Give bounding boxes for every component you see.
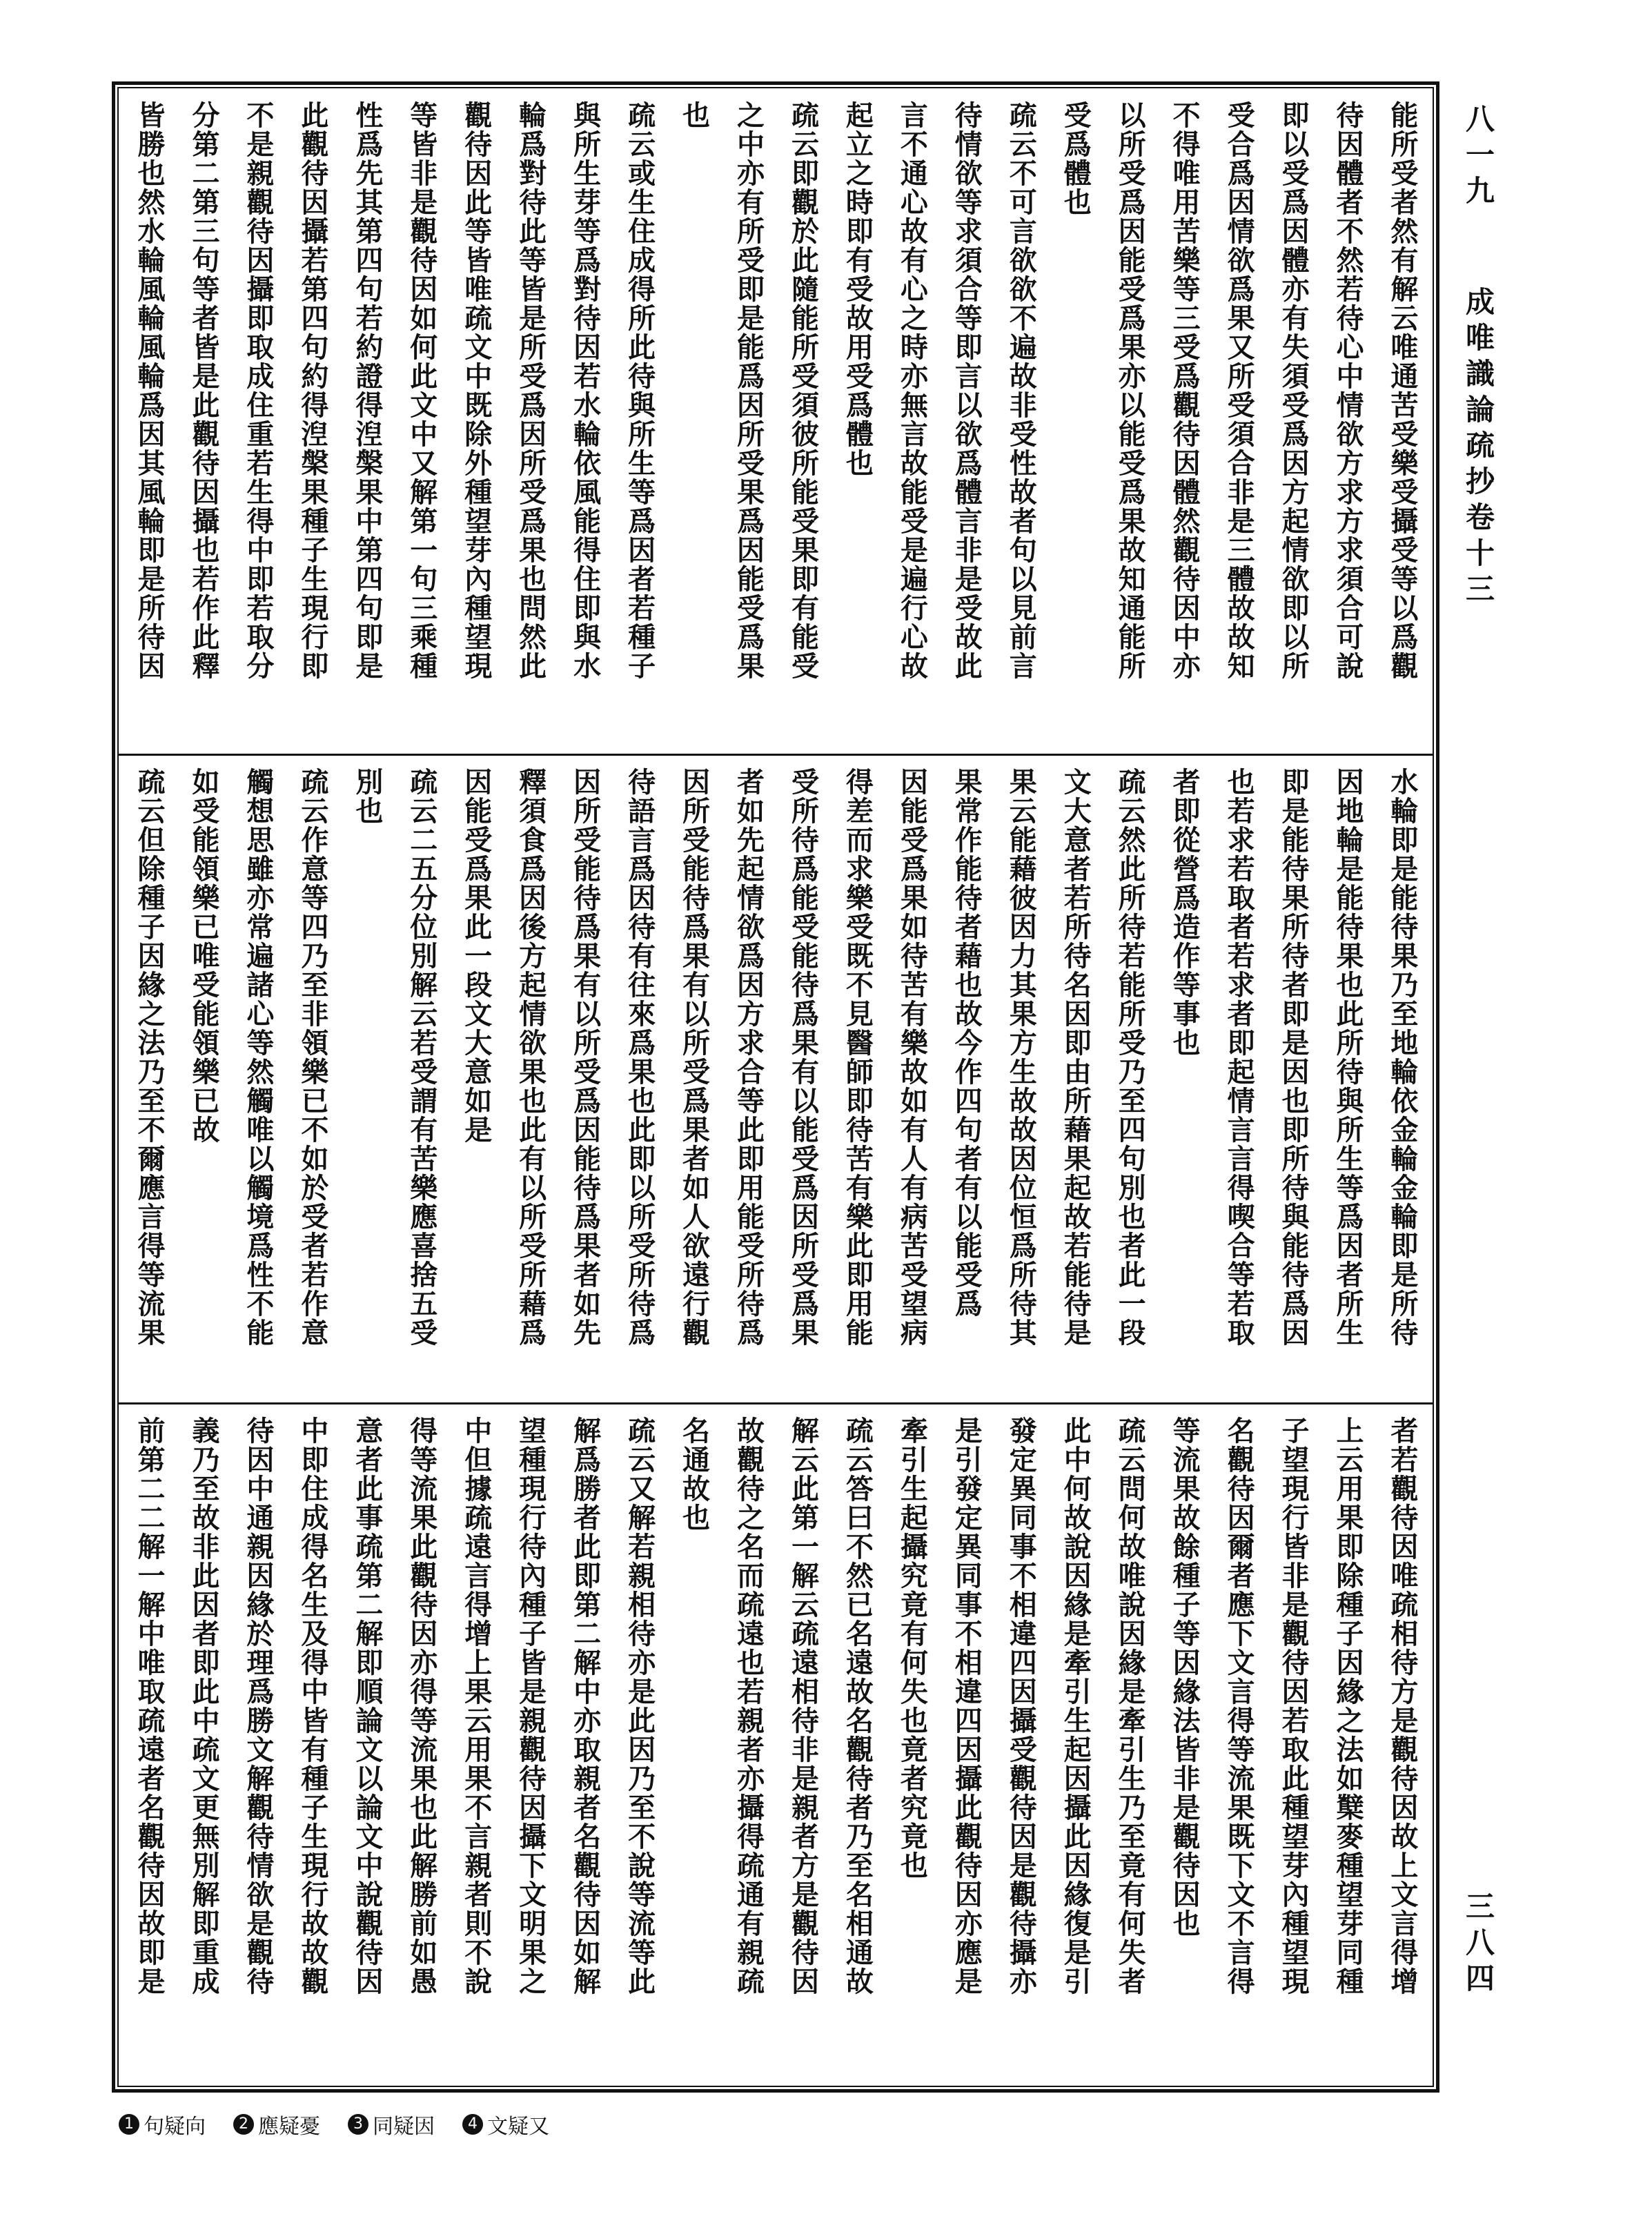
text-column: 即是能待果所待者即是因也即所待與能待爲因 (1277, 767, 1310, 1347)
text-column: 疏云作意等四乃至非領樂已不如於受者若作意 (296, 767, 329, 1347)
right-page-number: 三八四 (1462, 1891, 1495, 1999)
text-column: 因所受能待爲果有以所受爲果者如人欲遠行觀 (678, 767, 711, 1347)
text-column: 意者此事疏第二解即順論文以論文中說觀待因 (351, 1416, 384, 1996)
text-column: 分第二第三句等者皆是此觀待因攝也若作此釋 (187, 101, 220, 681)
text-panel-top (133, 101, 1419, 738)
text-column: 不是親觀待因攝即取成住重若生得中即若取分 (242, 101, 275, 681)
text-column: 與所生芽等爲對待因若水輪依風能得住即與水 (569, 101, 602, 681)
text-column: 待語言爲因待有往來爲果也此即以所受所待爲 (623, 767, 656, 1347)
text-column: 疏云即觀於此隨能所受須彼所能受果即有能受 (787, 101, 820, 681)
text-column: 因所受能待爲果有以所受爲因能待爲果者如先 (569, 767, 602, 1347)
text-column: 皆勝也然水輪風輪風輪爲因其風輪即是所待因 (133, 101, 166, 681)
text-column: 即以受爲因體亦有失須受爲因方起情欲即以所 (1277, 101, 1310, 681)
text-column: 等皆非是觀待因如何此文中又解第一句三乘種 (405, 101, 438, 681)
text-column: 文大意者若所待名因即由所藉果起故若能待是 (1059, 767, 1092, 1347)
text-column: 疏云不可言欲欲不遍故非受性故者句以見前言 (1005, 101, 1038, 681)
text-column: 此中何故說因緣是牽引生起因攝此因緣復是引 (1059, 1416, 1092, 1996)
text-panel-middle (133, 767, 1419, 1389)
text-column: 因能受爲果如待苦有樂故如有人有病苦受望病 (896, 767, 929, 1347)
text-column: 得差而求樂受既不見醫師即待苦有樂此即用能 (841, 767, 874, 1347)
text-column: 如受能領樂已唯受能領樂已故 (187, 767, 220, 1144)
text-column: 子望現行皆非是觀待因若取此種望芽內種望現 (1277, 1416, 1310, 1996)
text-column: 解云此第一解云疏遠相待非是親者方是觀待因 (787, 1416, 820, 1996)
footnote-number: 1 (119, 2114, 139, 2135)
text-column: 疏云但除種子因緣之法乃至不爾應言得等流果 (133, 767, 166, 1347)
text-column: 果云能藉彼因力其果方生故故因位恒爲所待其 (1005, 767, 1038, 1347)
text-column: 能所受者然有解云唯通苦受樂受攝受等以爲觀 (1386, 101, 1419, 681)
footnotes (119, 2109, 549, 2140)
text-column: 也若求若取者若求者即起情言言得喫合等若取 (1223, 767, 1256, 1347)
text-column: 疏云答曰不然已名遠故名觀待者乃至名相通故 (841, 1416, 874, 1996)
footnote (233, 2109, 320, 2140)
footnote-text: 應疑憂 (258, 2115, 320, 2139)
text-column: 者即從營爲造作等事也 (1168, 767, 1201, 1057)
left-page-number: 八一九 (1462, 104, 1495, 211)
text-column: 也 (678, 101, 711, 130)
text-column: 者如先起情欲爲因方求合等此即用能受所待爲 (732, 767, 765, 1347)
text-column: 中但據疏遠言得增上果云用果不言親者則不說 (460, 1416, 493, 1996)
text-column: 言不通心故有心之時亦無言故能受是遍行心故 (896, 101, 929, 681)
text-column: 輪爲對待此等皆是所受爲因所受爲果也問然此 (514, 101, 547, 681)
text-column: 以所受爲因能受爲果亦以能受爲果故知通能所 (1114, 101, 1147, 681)
text-column: 是引發定異同事不相違四因攝此觀待因亦應是 (950, 1416, 983, 1996)
text-column: 因能受爲果此一段文大意如是 (460, 767, 493, 1144)
text-column: 者若觀待因唯疏相待方是觀待因故上文言得增 (1386, 1416, 1419, 1996)
text-column: 發定異同事不相違四因攝受觀待因是觀待攝亦 (1005, 1416, 1038, 1996)
footnote-text: 文疑又 (487, 2115, 549, 2139)
text-column: 不得唯用苦樂等三受爲觀待因體然觀待因中亦 (1168, 101, 1201, 681)
text-column: 待因中通親因緣於理爲勝文解觀待情欲是觀待 (242, 1416, 275, 1996)
footnote-number: 2 (233, 2114, 254, 2135)
text-column: 中即住成得名生及得中皆有種子生現行故故觀 (296, 1416, 329, 1996)
text-column: 故觀待之名而疏遠也若親者亦攝得疏通有親疏 (732, 1416, 765, 1996)
text-column: 名觀待因爾者應下文言得等流果既下文不言得 (1223, 1416, 1256, 1996)
text-column: 受爲體也 (1059, 101, 1092, 217)
panel-divider-upper (117, 754, 1434, 756)
side-header-right (1457, 1891, 1499, 1999)
text-column: 疏云又解若親相待亦是此因乃至不說等流等此 (623, 1416, 656, 1996)
panel-divider-lower (117, 1402, 1434, 1404)
text-column: 等流果故餘種子等因緣法皆非是觀待因也 (1168, 1416, 1201, 1938)
text-column: 待情欲等求須合等即言以欲爲體言非是受故此 (950, 101, 983, 681)
footnote-text: 同疑因 (373, 2115, 435, 2139)
text-column: 水輪即是能待果乃至地輪依金輪金輪即是所待 (1386, 767, 1419, 1347)
side-header-left (1457, 104, 1499, 609)
text-column: 起立之時即有受故用受爲體也 (841, 101, 874, 478)
text-column: 因地輪是能待果也此所待與所生等爲因者所生 (1331, 767, 1364, 1347)
footnote (462, 2109, 549, 2140)
text-column: 前第二二解一解中唯取疏遠者名觀待因故即是 (133, 1416, 166, 1996)
text-column: 受合爲因情欲爲果又所受須合非是三體故故知 (1223, 101, 1256, 681)
text-column: 釋須食爲因後方起情欲果也此有以所受所藉爲 (514, 767, 547, 1347)
text-column: 疏云問何故唯說因緣是牽引生乃至竟有何失者 (1114, 1416, 1147, 1996)
footnote (348, 2109, 435, 2140)
text-column: 牽引生起攝究竟有何失也竟者究竟也 (896, 1416, 929, 1880)
text-column: 別也 (351, 767, 384, 825)
text-column: 望種現行待內種子皆是親觀待因攝下文明果之 (514, 1416, 547, 1996)
footnote-number: 3 (348, 2114, 368, 2135)
text-column: 此觀待因攝若第四句約得湼槃果種子生現行即 (296, 101, 329, 681)
text-column: 名通故也 (678, 1416, 711, 1532)
text-column: 疏云然此所待若能所受乃至四句別也者此一段 (1114, 767, 1147, 1347)
text-column: 上云用果即除種子因緣之法如櫱麥種望芽同種 (1331, 1416, 1364, 1996)
text-column: 義乃至故非此因者即此中疏文更無別解即重成 (187, 1416, 220, 1996)
text-panel-bottom (133, 1416, 1419, 2072)
text-column: 之中亦有所受即是能爲因所受果爲因能受爲果 (732, 101, 765, 681)
text-column: 解爲勝者此即第二解中亦取親者名觀待因如解 (569, 1416, 602, 1996)
footnote-number: 4 (462, 2114, 483, 2135)
text-column: 疏云或生住成得所此待與所生等爲因者若種子 (623, 101, 656, 681)
text-column: 疏云二五分位別解云若受謂有苦樂應喜捨五受 (405, 767, 438, 1347)
footnote-text: 句疑向 (144, 2115, 206, 2139)
footnote (119, 2109, 206, 2140)
book-title: 成唯識論疏抄卷十三 (1462, 286, 1495, 610)
text-column: 受所待爲能受能待爲果有以能受爲因所受爲果 (787, 767, 820, 1347)
text-column: 果常作能待者藉也故今作四句者有以能受爲 (950, 767, 983, 1318)
text-column: 觀待因此等皆唯疏文中既除外種望芽內種望現 (460, 101, 493, 681)
text-column: 性爲先其第四句若約證得湼槃果中第四句即是 (351, 101, 384, 681)
text-column: 得等流果此觀待因亦得等流果也此解勝前如愚 (405, 1416, 438, 1996)
text-column: 待因體者不然若待心中情欲方求方求須合可說 (1331, 101, 1364, 681)
text-column: 觸想思雖亦常遍諸心等然觸唯以觸境爲性不能 (242, 767, 275, 1347)
